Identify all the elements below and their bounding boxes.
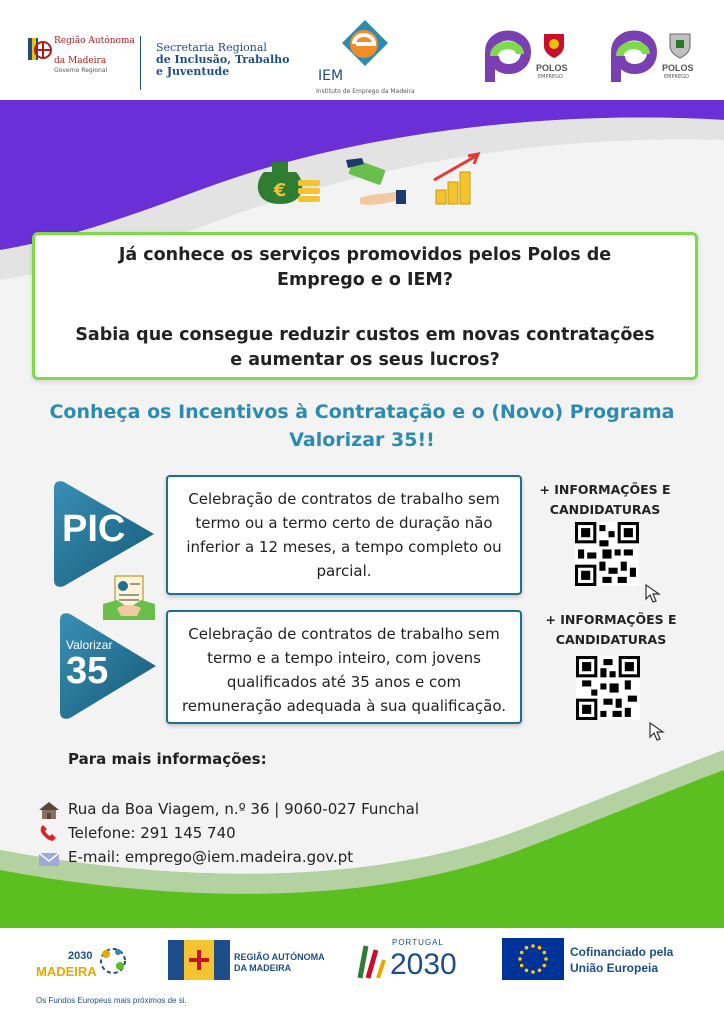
svg-text:€: €: [273, 180, 287, 201]
cursor-pointer-icon: [648, 722, 666, 742]
pic-description-box: [166, 475, 522, 595]
ram-text: [234, 952, 325, 974]
municipal-crest-icon: [668, 30, 692, 60]
headline: Conheça os Incentivos à Contratação e o (Novo) Programa Valorizar 35!!: [49, 401, 675, 451]
polos-label: POLOS: [662, 63, 694, 73]
pic-qr-code[interactable]: [575, 522, 639, 586]
eu-cofinancing-logo: [502, 938, 702, 982]
header-divider: [140, 36, 141, 90]
address-text: Rua da Boa Viagem, n.º 36 | 9060-027 Funchal: [68, 800, 420, 818]
valorizar-badge-number: 35: [66, 650, 109, 692]
secretaria-line2: de Inclusão, Trabalho: [156, 53, 290, 66]
madeira-2030-year: 2030: [68, 950, 93, 962]
phone-text: Telefone: 291 145 740: [68, 824, 236, 842]
ram-logo: [168, 940, 328, 982]
valorizar-description-box: [166, 610, 522, 724]
cursor-pointer-icon: [644, 584, 662, 604]
madeira-2030-emblem-icon: [96, 944, 130, 978]
municipal-crest-icon: [542, 30, 566, 60]
madeira-2030-logo: [30, 940, 130, 984]
contacts-title: Para mais informações:: [68, 750, 267, 768]
madeira-2030-name: MADEIRA: [36, 964, 97, 979]
madeira-government-logo: [26, 34, 136, 94]
polos-sub: EMPREGO: [664, 74, 689, 80]
portugal-2030-label: PORTUGAL: [392, 938, 444, 947]
polos-emprego-logo-1: [480, 14, 590, 96]
eu-flag: [502, 938, 564, 980]
header: [0, 0, 724, 100]
money-bag-icon: [258, 162, 320, 204]
eu-line2: União Europeia: [570, 961, 659, 975]
pic-info-label: + INFORMAÇÕES E CANDIDATURAS: [539, 482, 671, 517]
pic-badge-label: PIC: [62, 508, 126, 550]
polos-p-icon: [606, 22, 662, 90]
secretaria-line3: e Juventude: [156, 65, 230, 78]
email-link[interactable]: E-mail: emprego@iem.madeira.gov.pt: [68, 848, 354, 866]
ram-line1: REGIÃO AUTÓNOMA: [234, 952, 325, 962]
eu-text: [570, 944, 673, 976]
footer-tagline: Os Fundos Europeus mais próximos de si.: [36, 996, 187, 1005]
valorizar-qr-code[interactable]: [576, 656, 640, 720]
polos-sub: EMPREGO: [538, 74, 563, 80]
portugal-2030-logo: [356, 936, 466, 986]
iem-subtitle: Instituto de Emprego da Madeira: [316, 88, 415, 95]
eu-line1: Cofinanciado pela: [570, 945, 674, 959]
madeira-logo-line2: da Madeira: [54, 56, 107, 66]
portugal-2030-emblem-icon: [356, 942, 388, 982]
madeira-crest-icon: [26, 36, 52, 66]
ram-line2: DA MADEIRA: [234, 963, 292, 973]
polos-label: POLOS: [536, 63, 568, 73]
madeira-logo-line3: Governo Regional: [54, 67, 108, 74]
iem-emblem-icon: [340, 18, 390, 68]
hand-cash-icon: [346, 158, 406, 205]
madeira-logo-line1: Região Autónoma: [54, 36, 135, 46]
iem-logo: [312, 18, 422, 98]
finance-icons-row: [250, 150, 490, 210]
question-line-1: Já conhece os serviços promovidos pelos Polos de Emprego e o IEM?: [118, 245, 612, 290]
valorizar-info-label: + INFORMAÇÕES E CANDIDATURAS: [545, 612, 677, 647]
secretaria-logo: [156, 42, 290, 78]
iem-label: IEM: [318, 68, 344, 84]
secretaria-line1: Secretaria Regional: [156, 41, 267, 54]
polos-emprego-logo-2: [606, 14, 716, 96]
valorizar-badge-small: Valorizar: [66, 638, 113, 652]
eu-stars-icon: [502, 938, 564, 980]
growth-coins-icon: [434, 154, 478, 204]
valorizar-description: Celebração de contratos de trabalho sem termo e a tempo inteiro, com jovens qualificados até 35 anos e com remuneração adequada à sua qualificação.: [181, 625, 507, 715]
house-icon: [38, 800, 60, 820]
phone-icon: [38, 824, 60, 844]
question-line-2: Sabia que consegue reduzir custos em novas contratações e aumentar os seus lucros?: [75, 325, 655, 370]
footer: [0, 928, 724, 1024]
envelope-icon: [38, 848, 60, 868]
question-box: [32, 232, 698, 380]
madeira-flag-icon: [168, 940, 230, 980]
portugal-2030-year: 2030: [390, 948, 457, 981]
polos-p-icon: [480, 22, 536, 90]
pic-description: Celebração de contratos de trabalho sem termo ou a termo certo de duração não inferior a 12 meses, a tempo completo ou parcial.: [186, 490, 502, 580]
